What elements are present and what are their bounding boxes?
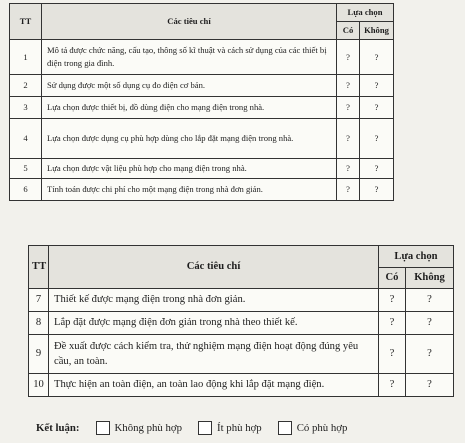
tt-header: TT xyxy=(29,246,49,289)
criterion-text: Thực hiện an toàn điện, an toàn lao động khi lắp đặt mạng điện. xyxy=(49,374,379,397)
option-label: Có phù hợp xyxy=(296,422,348,434)
criteria-table-1 xyxy=(9,3,394,201)
criterion-text: Mô tả được chức năng, cấu tạo, thông số kĩ thuật và cách sử dụng của các thiết bị điện trong gia đình. xyxy=(42,40,337,75)
yes-cell[interactable]: ? xyxy=(337,40,360,75)
criterion-text: Đề xuất được cách kiểm tra, thử nghiệm mạng điện hoạt động đúng yêu cầu, an toàn. xyxy=(49,335,379,374)
table-row xyxy=(10,40,394,75)
option-less-suitable[interactable] xyxy=(198,421,262,435)
no-cell[interactable]: ? xyxy=(406,289,454,312)
yes-cell[interactable]: ? xyxy=(379,289,406,312)
no-cell[interactable]: ? xyxy=(360,159,394,179)
table-row xyxy=(29,289,454,312)
no-cell[interactable]: ? xyxy=(406,312,454,335)
criteria-header: Các tiêu chí xyxy=(42,4,337,40)
table-row xyxy=(10,97,394,119)
criterion-text: Lựa chọn được thiết bị, đồ dùng điện cho mạng điện trong nhà. xyxy=(42,97,337,119)
row-number: 1 xyxy=(10,40,42,75)
criterion-text: Lắp đặt được mạng điện đơn giản trong nhà theo thiết kế. xyxy=(49,312,379,335)
criterion-text: Lựa chọn được vật liệu phù hợp cho mạng điện trong nhà. xyxy=(42,159,337,179)
yes-cell[interactable]: ? xyxy=(337,75,360,97)
no-header: Không xyxy=(360,22,394,40)
no-header: Không xyxy=(406,268,454,289)
row-number: 8 xyxy=(29,312,49,335)
yes-cell[interactable]: ? xyxy=(337,119,360,159)
table-row xyxy=(10,75,394,97)
no-cell[interactable]: ? xyxy=(406,374,454,397)
checkbox-icon[interactable] xyxy=(96,421,110,435)
table-row xyxy=(10,179,394,201)
criterion-text: Sử dụng được một số dụng cụ đo điện cơ bản. xyxy=(42,75,337,97)
row-number: 2 xyxy=(10,75,42,97)
row-number: 5 xyxy=(10,159,42,179)
criterion-text: Lựa chọn được dụng cụ phù hợp dùng cho lắp đặt mạng điện trong nhà. xyxy=(42,119,337,159)
table-row xyxy=(29,335,454,374)
yes-cell[interactable]: ? xyxy=(337,159,360,179)
choice-header: Lựa chọn xyxy=(379,246,454,268)
yes-cell[interactable]: ? xyxy=(337,97,360,119)
row-number: 10 xyxy=(29,374,49,397)
yes-cell[interactable]: ? xyxy=(337,179,360,201)
criteria-header: Các tiêu chí xyxy=(49,246,379,289)
row-number: 7 xyxy=(29,289,49,312)
no-cell[interactable]: ? xyxy=(360,179,394,201)
option-suitable[interactable] xyxy=(278,421,348,435)
no-cell[interactable]: ? xyxy=(360,97,394,119)
choice-header: Lựa chọn xyxy=(337,4,394,22)
option-label: Không phù hợp xyxy=(114,422,182,434)
yes-header: Có xyxy=(379,268,406,289)
row-number: 9 xyxy=(29,335,49,374)
yes-cell[interactable]: ? xyxy=(379,312,406,335)
no-cell[interactable]: ? xyxy=(360,119,394,159)
row-number: 4 xyxy=(10,119,42,159)
table-row xyxy=(10,119,394,159)
table-row xyxy=(29,312,454,335)
checkbox-icon[interactable] xyxy=(278,421,292,435)
conclusion-row xyxy=(28,418,458,438)
conclusion-label: Kết luận: xyxy=(36,422,80,434)
criterion-text: Thiết kế được mạng điện trong nhà đơn giản. xyxy=(49,289,379,312)
checkbox-icon[interactable] xyxy=(198,421,212,435)
option-not-suitable[interactable] xyxy=(96,421,183,435)
table-row xyxy=(10,159,394,179)
row-number: 6 xyxy=(10,179,42,201)
no-cell[interactable]: ? xyxy=(406,335,454,374)
yes-header: Có xyxy=(337,22,360,40)
row-number: 3 xyxy=(10,97,42,119)
criteria-table-2 xyxy=(28,245,454,397)
yes-cell[interactable]: ? xyxy=(379,374,406,397)
table-row xyxy=(29,374,454,397)
tt-header: TT xyxy=(10,4,42,40)
option-label: Ít phù hợp xyxy=(217,422,262,434)
no-cell[interactable]: ? xyxy=(360,75,394,97)
criterion-text: Tính toán được chi phí cho một mạng điện trong nhà đơn giản. xyxy=(42,179,337,201)
yes-cell[interactable]: ? xyxy=(379,335,406,374)
no-cell[interactable]: ? xyxy=(360,40,394,75)
